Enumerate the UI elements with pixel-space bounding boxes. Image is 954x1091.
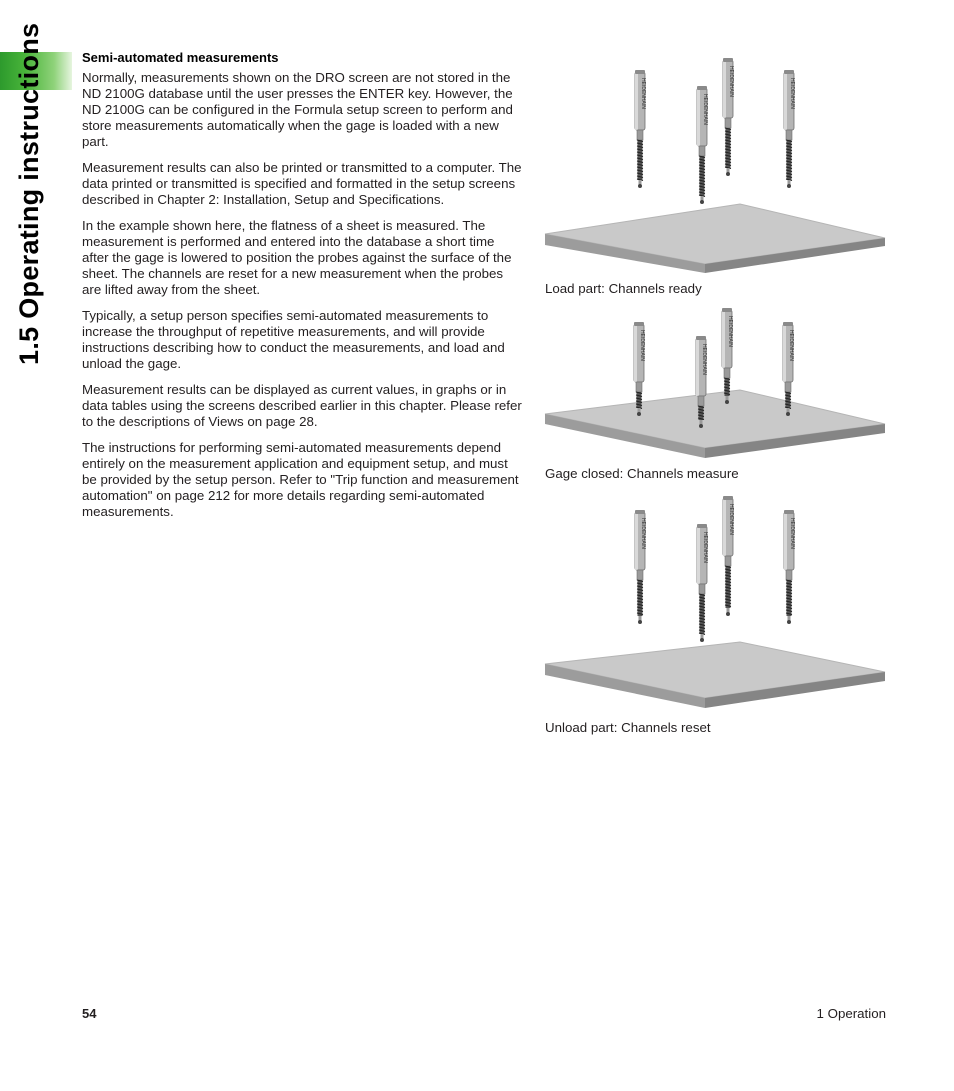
svg-text:HEIDENHAIN: HEIDENHAIN [700,344,707,375]
probe-icon [784,510,795,624]
probe-icon [697,86,708,204]
plate [545,642,885,708]
probe-icon [635,510,646,624]
probe-group [635,496,795,642]
svg-text:HEIDENHAIN: HEIDENHAIN [701,94,708,125]
plate [545,390,885,458]
paragraph-3: In the example shown here, the flatness of a sheet is measured. The measurement is performed and entered into the database a short time after the gage is lowered to position the probes against the surface of the sheet. The channels are reset for a new measurement when the probes are lifted away from the sheet. [82,218,512,297]
svg-text:HEIDENHAIN: HEIDENHAIN [701,532,708,563]
svg-text:HEIDENHAIN: HEIDENHAIN [788,518,795,549]
probe-icon [697,524,708,642]
main-text-column [82,50,524,530]
figure-caption-gage-closed: Gage closed: Channels measure [545,466,739,481]
probe-icon [722,308,733,404]
probe-icon [723,496,734,616]
paragraph-1: Normally, measurements shown on the DRO screen are not stored in the ND 2100G database until the user presses the ENTER key. However, the ND 2100G can be configured in the Formula setup screen to perform and store measurements automatically when the gage is loaded with a new part. [82,70,513,149]
figure-load-part [540,52,890,277]
probe-icon [723,58,734,176]
plate [545,204,885,273]
svg-text:HEIDENHAIN: HEIDENHAIN [638,330,645,361]
figure-caption-load: Load part: Channels ready [545,281,702,296]
footer-chapter: 1 Operation [816,1006,886,1021]
page-number: 54 [82,1006,97,1021]
svg-text:HEIDENHAIN: HEIDENHAIN [787,330,794,361]
paragraph-2: Measurement results can also be printed or transmitted to a computer. The data printed or transmitted is specified and formatted in the setup screens described in Chapter 2: Installation, Setup and Specifications. [82,160,522,207]
svg-text:HEIDENHAIN: HEIDENHAIN [726,316,733,347]
paragraph-5: Measurement results can be displayed as current values, in graphs or in data tables using the screens described earlier in this chapter. Please refer to the descriptions of Views on page 28. [82,382,522,429]
svg-text:HEIDENHAIN: HEIDENHAIN [788,78,795,109]
svg-text:HEIDENHAIN: HEIDENHAIN [639,518,646,549]
figure-gage-closed [540,302,890,464]
section-heading: Semi-automated measurements [82,50,279,65]
paragraph-6: The instructions for performing semi-automated measurements depend entirely on the measurement application and equipment setup, and must be provided by the setup person. Refer to "Trip function and measurement automation" on page 212 for more details regarding semi-automated measurements. [82,440,519,519]
figure-unload-part [540,492,890,717]
probe-group [635,58,795,204]
svg-text:HEIDENHAIN: HEIDENHAIN [727,504,734,535]
svg-text:HEIDENHAIN: HEIDENHAIN [727,66,734,97]
probe-icon [635,70,646,188]
figure-caption-unload: Unload part: Channels reset [545,720,711,735]
section-side-title: 1.5 Operating instructions [14,22,44,365]
paragraph-4: Typically, a setup person specifies semi-automated measurements to increase the throughput of repetitive measurements, and will provide instructions describing how to conduct the measurements, and load and unload the gage. [82,308,505,371]
svg-text:HEIDENHAIN: HEIDENHAIN [639,78,646,109]
probe-icon [784,70,795,188]
